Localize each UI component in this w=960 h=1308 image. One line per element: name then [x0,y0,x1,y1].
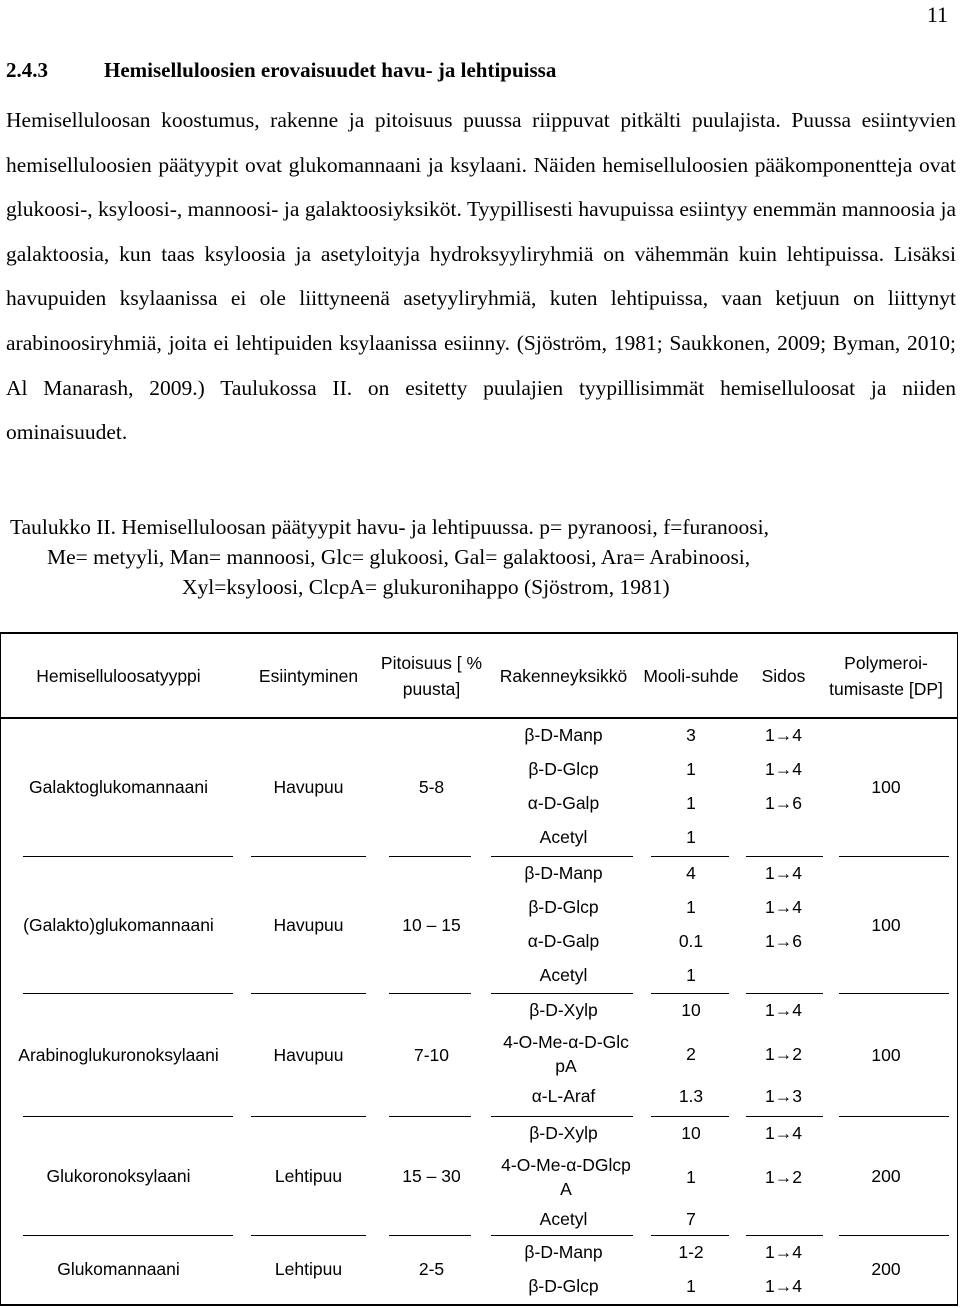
cell-bond: 1→3 [765,1086,802,1106]
caption-line: Taulukko II. Hemiselluloosan päätyypit havu- ja lehtipuussa. p= pyranoosi, f=furanoosi, [10,515,769,539]
cell-content: 2-5 [418,1259,445,1279]
cell-structural-unit: β-D-Manp [524,863,603,883]
cell-dp: 100 [871,1044,901,1065]
cell-structural-unit: 4-O-Me-α-D-GlcpA [503,1032,629,1076]
cell-structural-unit: 4-O-Me-α-DGlcpA [501,1155,631,1199]
cell-molar-ratio: 1 [686,759,696,779]
cell-molar-ratio: 1 [686,897,696,917]
cell-structural-unit: β-D-Manp [524,1242,603,1262]
header-bond: Sidos [761,665,806,686]
cell-type: (Galakto)glukomannaani [23,914,214,935]
cell-bond: 1→4 [765,1123,802,1143]
cell-content: 5-8 [418,777,445,797]
cell-bond: 1→2 [765,1167,802,1187]
cell-bond: 1→6 [765,931,802,951]
cell-structural-unit: β-D-Manp [524,725,603,745]
header-molar-ratio: Mooli-suhde [643,665,739,686]
cell-structural-unit: β-D-Glcp [528,759,599,779]
cell-dp: 200 [871,1165,901,1186]
cell-structural-unit: α-D-Galp [527,793,600,813]
cell-structural-unit: Acetyl [539,965,588,985]
cell-bond: 1→4 [765,759,802,779]
table-row-group [1,1117,957,1236]
table-row-group [1,1236,957,1304]
header-dp: Polymeroi-tumisaste [DP] [829,652,943,699]
table-row-group [1,857,957,994]
cell-type: Galaktoglukomannaani [28,777,208,797]
cell-molar-ratio: 1 [686,1276,696,1296]
cell-content: 7-10 [413,1044,450,1065]
cell-structural-unit: β-D-Xylp [529,1000,598,1020]
header-type: Hemiselluloosatyyppi [36,665,201,686]
table-row-group [1,994,957,1117]
cell-content: 10 – 15 [402,914,461,935]
cell-structural-unit: β-D-Glcp [528,897,599,917]
table-caption [0,512,960,602]
hemicellulose-table [0,632,958,1306]
cell-occurrence: Havupuu [273,777,344,797]
cell-bond: 1→4 [765,1276,802,1296]
cell-structural-unit: β-D-Glcp [528,1276,599,1296]
cell-type: Glukoronoksylaani [46,1165,191,1186]
cell-type: Arabinoglukuronoksylaani [18,1044,219,1065]
caption-line: Me= metyyli, Man= mannoosi, Glc= glukoosi, Gal= galaktoosi, Ara= Arabinoosi, [47,545,751,569]
cell-occurrence: Havupuu [273,1044,344,1065]
cell-molar-ratio: 1.3 [678,1086,704,1106]
cell-structural-unit: Acetyl [539,827,588,847]
header-content: Pitoisuus [ % puusta] [380,652,483,699]
cell-molar-ratio: 7 [686,1209,696,1229]
cell-occurrence: Lehtipuu [274,1259,343,1279]
cell-molar-ratio: 3 [686,725,696,745]
cell-molar-ratio: 10 [681,1000,701,1020]
page-number: 11 [926,2,948,27]
cell-bond: 1→4 [765,863,802,883]
cell-molar-ratio: 0.1 [678,931,704,951]
cell-occurrence: Lehtipuu [274,1165,343,1186]
cell-molar-ratio: 1 [686,1167,696,1187]
caption-line: Xyl=ksyloosi, ClcpA= glukuronihappo (Sjöstrom, 1981) [182,575,670,599]
cell-dp: 200 [871,1259,901,1279]
cell-structural-unit: Acetyl [539,1209,588,1229]
cell-molar-ratio: 1-2 [678,1242,704,1262]
cell-molar-ratio: 1 [686,793,696,813]
table-header-row [1,634,957,719]
header-structural-unit: Rakenneyksikkö [499,665,628,686]
cell-bond: 1→4 [765,1000,802,1020]
cell-molar-ratio: 1 [686,827,696,847]
cell-dp: 100 [871,914,901,935]
body-paragraph: Hemiselluloosan koostumus, rakenne ja pitoisuus puussa riippuvat pitkälti puulajista. Puussa esiintyvien hemiselluloosien päätyypit ovat glukomannaani ja ksylaani. Näiden hemiselluloosien pääkomponentteja ovat glukoosi-, ksyloosi-, mannoosi- ja galaktoosiyksiköt. Tyypillisesti havupuissa esiintyy enemmän mannoosia ja galaktoosia, kun taas ksyloosia ja asetyloityja hydroksyyliryhmiä on vähemmän kuin lehtipuissa. Lisäksi havupuiden ksylaanissa ei ole liittyneenä asetyyliryhmiä, kuten lehtipuissa, vaan ketjuun on liittynyt arabinoosiryhmiä, joita ei lehtipuiden ksylaanissa esiinny. (Sjöström, 1981; Saukkonen, 2009; Byman, 2010; Al Manarash, 2009.) Taulukossa II. on esitetty puulajien tyypillisimmät hemiselluloosat ja niiden ominaisuudet. [6,108,956,445]
cell-bond: 1→4 [765,725,802,745]
cell-molar-ratio: 1 [686,965,696,985]
section-number: 2.4.3 [6,58,48,82]
cell-bond: 1→4 [765,897,802,917]
cell-bond: 1→2 [765,1044,802,1064]
cell-molar-ratio: 4 [686,863,696,883]
cell-structural-unit: β-D-Xylp [529,1123,598,1143]
cell-molar-ratio: 2 [686,1044,696,1064]
table-row-group [1,719,957,857]
cell-bond: 1→4 [765,1242,802,1262]
section-title: Hemiselluloosien erovaisuudet havu- ja lehtipuissa [104,58,557,82]
section-heading [6,58,556,83]
cell-dp: 100 [871,777,901,797]
cell-type: Glukomannaani [57,1259,180,1279]
cell-content: 15 – 30 [402,1165,461,1186]
cell-bond: 1→6 [765,793,802,813]
cell-structural-unit: α-D-Galp [527,931,600,951]
cell-molar-ratio: 10 [681,1123,701,1143]
cell-structural-unit: α-L-Araf [531,1086,596,1106]
cell-occurrence: Havupuu [273,914,344,935]
header-occurrence: Esiintyminen [258,665,359,686]
